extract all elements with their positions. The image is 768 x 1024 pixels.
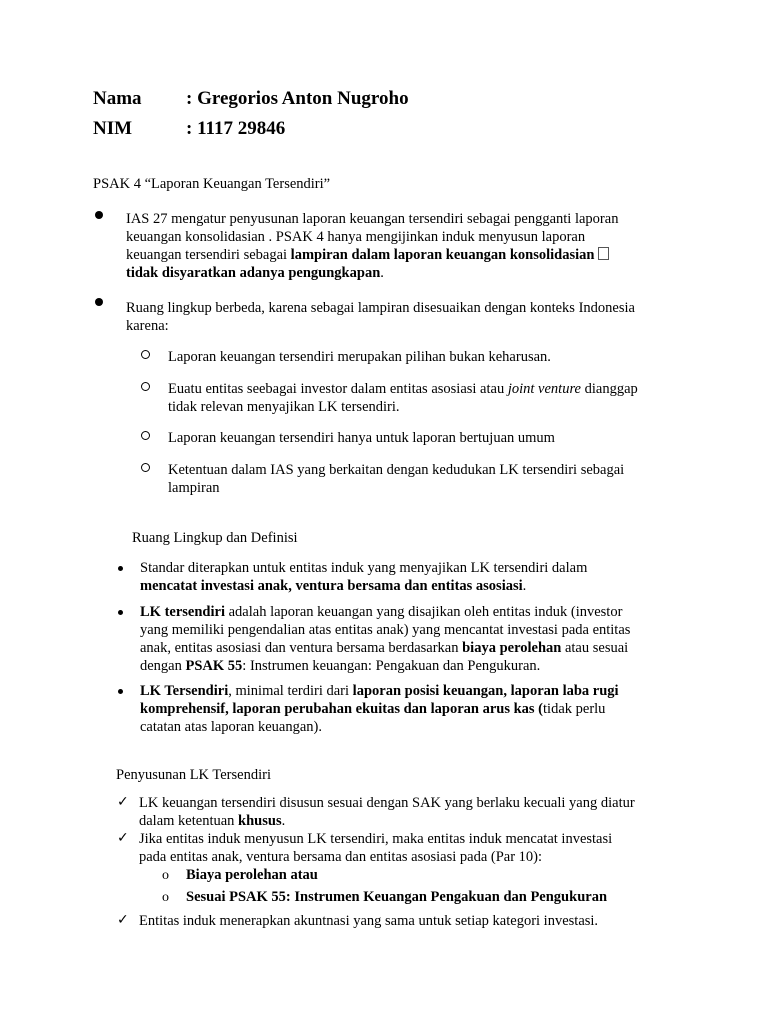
section2-subitem-1: Biaya perolehan atau: [186, 867, 318, 883]
nim-value: : 1117 29846: [186, 118, 286, 139]
bullet-icon: [95, 298, 103, 306]
section2-item-1: LK keuangan tersendiri disusun sesuai dengan SAK yang berlaku kecuali yang diatur dalam ketentuan khusus.: [139, 795, 635, 829]
bullet-icon: [118, 610, 123, 615]
bullet-icon: [118, 689, 123, 694]
section1-item-1: Standar diterapkan untuk entitas induk yang menyajikan LK tersendiri dalam mencatat investasi anak, ventura bersama dan entitas asosiasi.: [140, 560, 588, 594]
o-marker: o: [162, 868, 169, 883]
bullet-2-text: Ruang lingkup berbeda, karena sebagai lampiran disesuaikan dengan konteks Indonesia karena:: [126, 300, 635, 334]
circle-bullet-icon: [141, 431, 150, 440]
section1-item-3: LK Tersendiri, minimal terdiri dari laporan posisi keuangan, laporan laba rugi komprehensif, laporan perubahan ekuitas dan laporan arus kas (tidak perlu catatan atas laporan keuangan).: [140, 683, 619, 735]
section2-subitem-2: Sesuai PSAK 55: Instrumen Keuangan Pengakuan dan Pengukuran: [186, 889, 608, 905]
sub-item-3: Laporan keuangan tersendiri hanya untuk laporan bertujuan umum: [168, 430, 555, 446]
check-icon: ✓: [117, 912, 129, 928]
section1-item-2: LK tersendiri adalah laporan keuangan yang disajikan oleh entitas induk (investor yang memiliki pengendalian atas entitas anak) yang mencantat investasi pada entitas anak, entitas asosiasi dan ventura bersama berdasarkan biaya perolehan atau sesuai dengan PSAK 55: Instrumen keuangan: Pengakuan dan Pengukuran.: [140, 604, 631, 674]
nama-label: Nama: [93, 88, 142, 109]
check-icon: ✓: [117, 830, 129, 846]
circle-bullet-icon: [141, 382, 150, 391]
bullet-1-text: IAS 27 mengatur penyusunan laporan keuangan tersendiri sebagai pengganti laporan keuangan konsolidasian . PSAK 4 hanya mengijinkan induk menyusun laporan keuangan tersendiri sebagai lampiran dalam laporan keuangan konsolidasian tidak disyaratkan adanya pengungkapan.: [126, 211, 619, 281]
section-title-penyusunan: Penyusunan LK Tersendiri: [116, 767, 271, 783]
sub-item-1: Laporan keuangan tersendiri merupakan pilihan bukan keharusan.: [168, 349, 551, 365]
circle-bullet-icon: [141, 463, 150, 472]
bullet-icon: [95, 211, 103, 219]
section2-item-2: Jika entitas induk menyusun LK tersendiri, maka entitas induk mencatat investasi pada entitas anak, ventura bersama dan entitas asosiasi pada (Par 10):: [139, 831, 613, 865]
nama-value: : Gregorios Anton Nugroho: [186, 88, 409, 109]
o-marker: o: [162, 890, 169, 905]
sub-item-2: Euatu entitas seebagai investor dalam entitas asosiasi atau joint venture dianggap tidak relevan menyajikan LK tersendiri.: [168, 381, 638, 415]
circle-bullet-icon: [141, 350, 150, 359]
nim-label: NIM: [93, 118, 133, 139]
section2-item-3: Entitas induk menerapkan akuntnasi yang sama untuk setiap kategori investasi.: [139, 913, 599, 929]
arrow-placeholder-icon: [598, 247, 609, 260]
document-title: PSAK 4 “Laporan Keuangan Tersendiri”: [93, 176, 331, 192]
bullet-icon: [118, 566, 123, 571]
section-title-ruang-lingkup: Ruang Lingkup dan Definisi: [132, 530, 298, 546]
check-icon: ✓: [117, 794, 129, 810]
sub-item-4: Ketentuan dalam IAS yang berkaitan dengan kedudukan LK tersendiri sebagai lampiran: [168, 462, 625, 496]
